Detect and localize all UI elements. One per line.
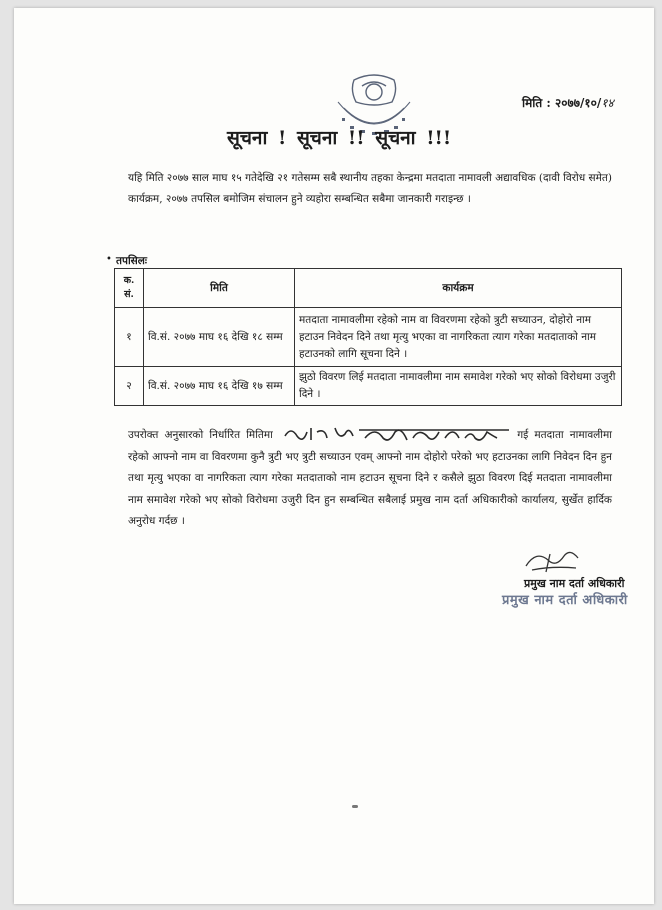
table-header-row: [115, 269, 622, 308]
notice-date: [522, 94, 614, 111]
row-activity: झुठो विवरण लिई मतदाता नामावलीमा नाम समावेश गरेको भए सोको विरोधमा उजुरी दिने ।: [295, 367, 622, 406]
header-date: मिति: [144, 269, 295, 308]
signer-stamp: प्रमुख नाम दर्ता अधिकारी: [502, 593, 628, 608]
row-activity: मतदाता नामावलीमा रहेको नाम वा विवरणमा रहेको त्रुटी सच्याउन, दोहोरो नाम हटाउन निवेदन दिने तथा मृत्यु भएका वा नागरिकता त्याग गरेका मतदाताको नाम हटाउनको लागि सूचना दिने ।: [295, 308, 622, 367]
intro-paragraph: यहि मिति २०७७ साल माघ १५ गतेदेखि २१ गतेसम्म सबै स्थानीय तहका केन्द्रमा मतदाता नामावली अद्यावधिक (दावी विरोध समेत) कार्यक्रम, २०७७ तपसिल बमोजिम संचालन हुने व्यहोरा सम्बन्धित सबैमा जानकारी गराइन्छ ।: [128, 172, 612, 205]
table-row: [115, 308, 622, 367]
table-row: [115, 367, 622, 406]
row-date: वि.सं. २०७७ माघ १६ देखि १८ सम्म: [144, 308, 295, 367]
body-text-before: उपरोक्त अनुसारको निर्धारित मितिमा: [128, 429, 273, 441]
date-day-handwritten: १४: [601, 96, 614, 110]
officer-signature: [520, 548, 590, 576]
handwritten-office-name: [279, 422, 511, 444]
notice-headline: सूचना ! सूचना !! सूचना !!!: [227, 127, 452, 149]
row-sn: २: [115, 367, 144, 406]
row-sn: १: [115, 308, 144, 367]
schedule-heading: तपसिलः: [116, 255, 148, 267]
notice-page: [14, 8, 654, 904]
body-text-after: गई मतदाता नामावलीमा रहेको आफ्नो नाम वा विवरणमा कुनै त्रुटी भए त्रुटी सच्याउन एवम् आफ्नो नाम दोहोरो परेको भए हटाउनका लागि निवेदन दिन हुन तथा मृत्यु भएका वा नागरिकता त्याग गरेका मतदाताको नाम हटाउन सूचना दिने र कसैले झुठा विवरण दिई मतदाता नामावलीमा नाम समावेश गरेको भए सोको विरोधमा उजुरी दिन हुन सम्बन्धित सबैलाई प्रमुख नाम दर्ता अधिकारीको कार्यालय, सुर्खेत हार्दिक अनुरोध गर्दछ ।: [128, 429, 612, 527]
paper-speck: [352, 805, 358, 808]
signer-title: प्रमुख नाम दर्ता अधिकारी: [524, 577, 625, 590]
header-sn: क. सं.: [115, 269, 144, 308]
row-date: वि.सं. २०७७ माघ १६ देखि १७ सम्म: [144, 367, 295, 406]
body-paragraph: [128, 422, 612, 533]
header-activity: कार्यक्रम: [295, 269, 622, 308]
date-label: मिति : २०७७/१०/: [522, 96, 602, 110]
schedule-table: [114, 268, 622, 406]
bullet-mark: •: [106, 254, 112, 265]
